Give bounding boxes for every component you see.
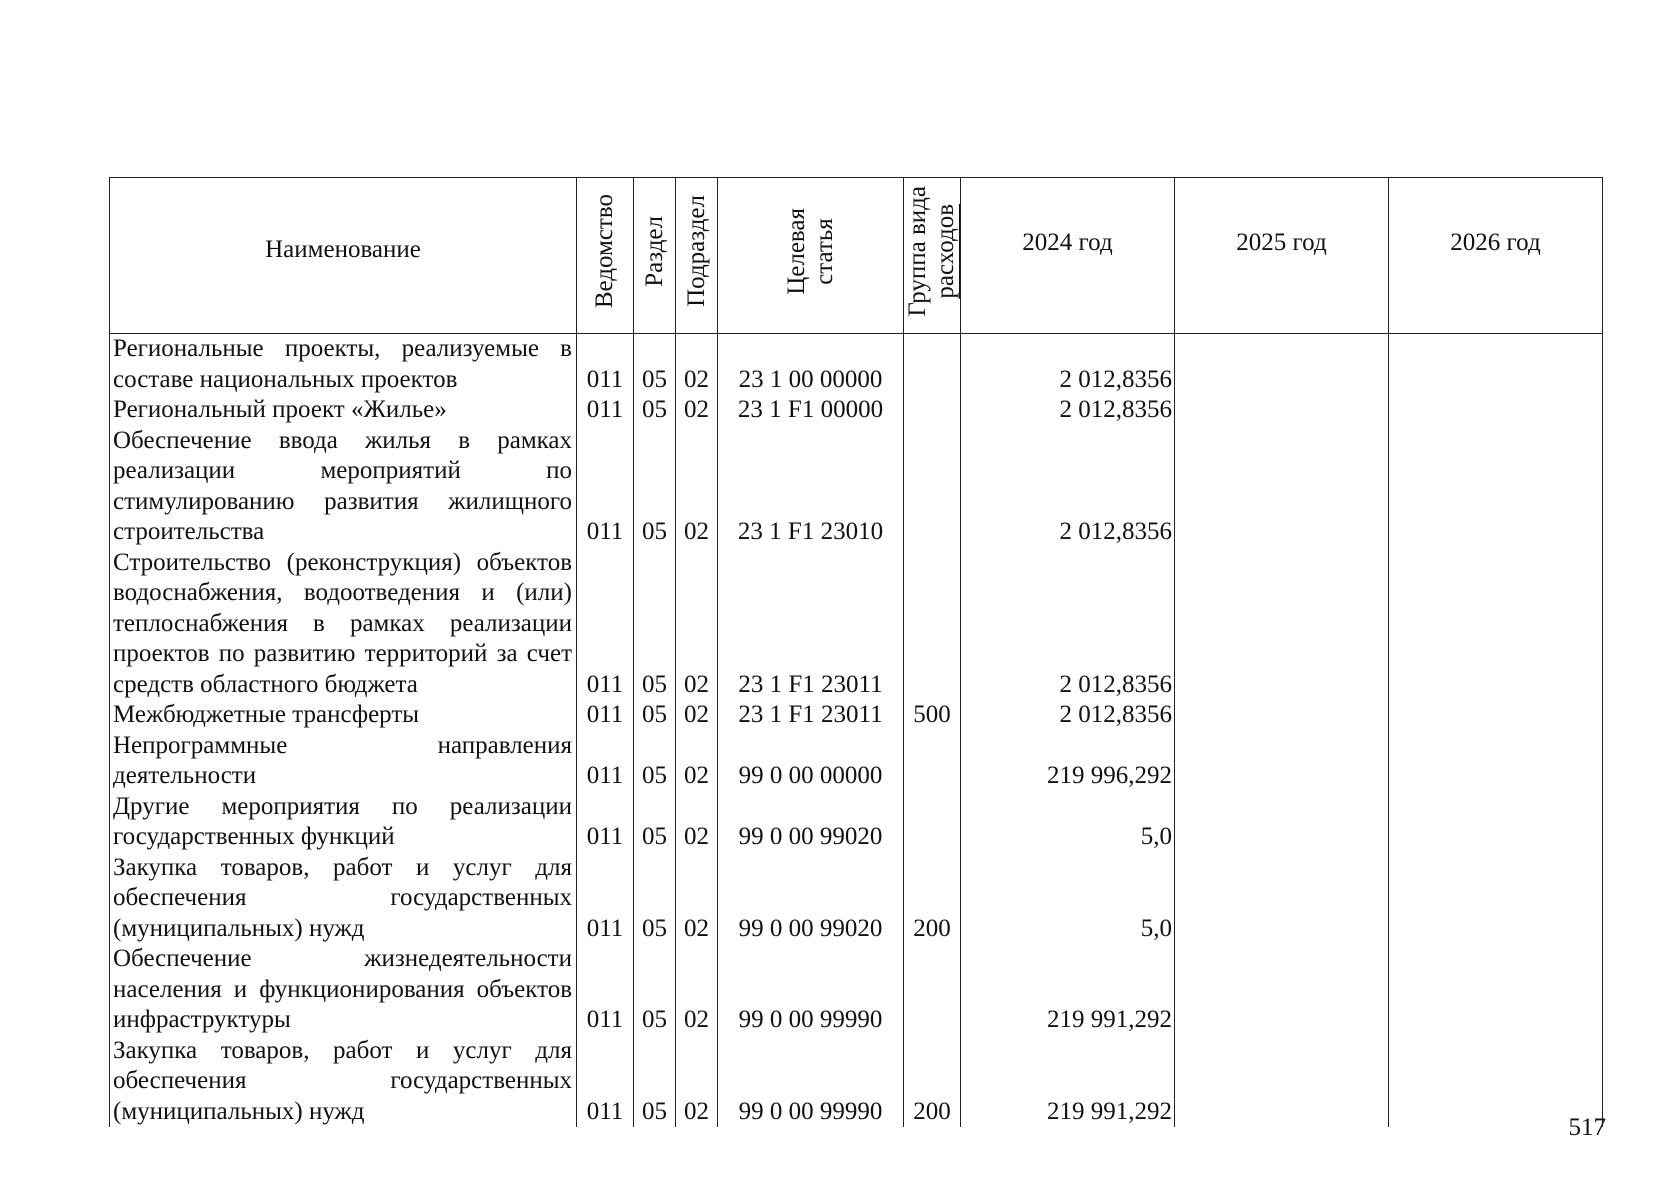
row-vedomstvo: 011 (577, 426, 634, 548)
row-amount-2024: 2 012,8356 (961, 548, 1175, 701)
table-body (110, 334, 1603, 1128)
row-amount-2025 (1175, 792, 1389, 853)
header-name: Наименование (110, 178, 577, 334)
row-amount-2025 (1175, 944, 1389, 1036)
row-celevaya-statya: 23 1 00 00000 (718, 334, 904, 396)
row-name: Непрограммные направления деятельности (110, 731, 577, 792)
row-razdel: 05 (634, 1036, 676, 1128)
table-row (110, 700, 1603, 731)
row-name: Другие мероприятия по реализации государственных функций (110, 792, 577, 853)
row-celevaya-statya: 99 0 00 99990 (718, 1036, 904, 1128)
header-celevaya-line2: статья (810, 217, 838, 285)
row-vedomstvo: 011 (577, 700, 634, 731)
row-amount-2025 (1175, 334, 1389, 396)
row-amount-2026 (1389, 792, 1603, 853)
row-name: Обеспечение жизнедеятельности населения и функционирования объектов инфраструктуры (110, 944, 577, 1036)
table-row (110, 731, 1603, 792)
header-year-2024: 2024 год (961, 178, 1175, 334)
row-gruppa (904, 426, 961, 548)
row-vedomstvo: 011 (577, 853, 634, 945)
header-year-2025: 2025 год (1175, 178, 1389, 334)
row-vedomstvo: 011 (577, 395, 634, 426)
row-name: Региональные проекты, реализуемые в составе национальных проектов (110, 334, 577, 396)
row-celevaya-statya: 23 1 F1 23010 (718, 426, 904, 548)
row-gruppa: 200 (904, 1036, 961, 1128)
page-number: 517 (1568, 1114, 1606, 1141)
row-celevaya-statya: 23 1 F1 23011 (718, 548, 904, 701)
row-vedomstvo: 011 (577, 731, 634, 792)
row-amount-2026 (1389, 731, 1603, 792)
row-vedomstvo: 011 (577, 334, 634, 396)
row-amount-2025 (1175, 731, 1389, 792)
row-name: Межбюджетные трансферты (110, 700, 577, 731)
row-amount-2026 (1389, 700, 1603, 731)
row-razdel: 05 (634, 426, 676, 548)
row-amount-2024: 5,0 (961, 853, 1175, 945)
table-row (110, 548, 1603, 701)
row-gruppa: 500 (904, 700, 961, 731)
table-row (110, 792, 1603, 853)
row-amount-2025 (1175, 853, 1389, 945)
row-razdel: 05 (634, 792, 676, 853)
header-podrazdel: Подраздел (676, 178, 718, 334)
header-gruppa-vida-rashodov (904, 178, 961, 334)
row-celevaya-statya: 23 1 F1 23011 (718, 700, 904, 731)
row-amount-2025 (1175, 395, 1389, 426)
row-amount-2024: 219 991,292 (961, 944, 1175, 1036)
row-podrazdel: 02 (676, 1036, 718, 1128)
header-gruppa-line2: расходов (932, 203, 959, 299)
row-amount-2024: 2 012,8356 (961, 700, 1175, 731)
table-row (110, 1036, 1603, 1128)
header-vedomstvo: Ведомство (577, 178, 634, 334)
row-gruppa (904, 548, 961, 701)
row-amount-2025 (1175, 548, 1389, 701)
row-amount-2026 (1389, 426, 1603, 548)
row-razdel: 05 (634, 548, 676, 701)
row-podrazdel: 02 (676, 853, 718, 945)
row-amount-2024: 5,0 (961, 792, 1175, 853)
row-celevaya-statya: 23 1 F1 00000 (718, 395, 904, 426)
row-gruppa (904, 944, 961, 1036)
row-celevaya-statya: 99 0 00 00000 (718, 731, 904, 792)
header-razdel: Раздел (634, 178, 676, 334)
table-row (110, 334, 1603, 396)
row-razdel: 05 (634, 700, 676, 731)
row-vedomstvo: 011 (577, 1036, 634, 1128)
budget-table (109, 177, 1603, 1127)
table-row (110, 395, 1603, 426)
row-gruppa (904, 731, 961, 792)
row-amount-2025 (1175, 700, 1389, 731)
table-row (110, 426, 1603, 548)
row-amount-2026 (1389, 548, 1603, 701)
row-name: Региональный проект «Жилье» (110, 395, 577, 426)
row-vedomstvo: 011 (577, 792, 634, 853)
row-name: Обеспечение ввода жилья в рамках реализации мероприятий по стимулированию развития жилищного строительства (110, 426, 577, 548)
row-razdel: 05 (634, 395, 676, 426)
row-podrazdel: 02 (676, 700, 718, 731)
row-podrazdel: 02 (676, 731, 718, 792)
row-name: Закупка товаров, работ и услуг для обеспечения государственных (муниципальных) нужд (110, 1036, 577, 1128)
row-amount-2024: 219 996,292 (961, 731, 1175, 792)
row-vedomstvo: 011 (577, 944, 634, 1036)
row-gruppa (904, 395, 961, 426)
row-amount-2026 (1389, 853, 1603, 945)
table-row (110, 853, 1603, 945)
row-celevaya-statya: 99 0 00 99020 (718, 792, 904, 853)
row-amount-2026 (1389, 944, 1603, 1036)
row-gruppa (904, 792, 961, 853)
row-amount-2024: 2 012,8356 (961, 426, 1175, 548)
row-podrazdel: 02 (676, 426, 718, 548)
row-razdel: 05 (634, 853, 676, 945)
row-amount-2026 (1389, 334, 1603, 396)
row-podrazdel: 02 (676, 334, 718, 396)
row-razdel: 05 (634, 731, 676, 792)
row-amount-2025 (1175, 1036, 1389, 1128)
row-amount-2024: 2 012,8356 (961, 334, 1175, 396)
row-amount-2024: 2 012,8356 (961, 395, 1175, 426)
header-gruppa-line1: Группа вида (904, 185, 931, 317)
row-vedomstvo: 011 (577, 548, 634, 701)
row-amount-2025 (1175, 426, 1389, 548)
row-podrazdel: 02 (676, 792, 718, 853)
table-header (110, 178, 1603, 334)
row-podrazdel: 02 (676, 548, 718, 701)
row-amount-2024: 219 991,292 (961, 1036, 1175, 1128)
header-celevaya-statya (718, 178, 904, 334)
row-podrazdel: 02 (676, 944, 718, 1036)
table-row (110, 944, 1603, 1036)
row-razdel: 05 (634, 334, 676, 396)
row-celevaya-statya: 99 0 00 99020 (718, 853, 904, 945)
row-amount-2026 (1389, 395, 1603, 426)
header-year-2026: 2026 год (1389, 178, 1603, 334)
header-celevaya-line1: Целевая (782, 207, 810, 295)
row-name: Строительство (реконструкция) объектов водоснабжения, водоотведения и (или) теплоснабжения в рамках реализации проектов по развитию территорий за счет средств областного бюджета (110, 548, 577, 701)
row-razdel: 05 (634, 944, 676, 1036)
row-celevaya-statya: 99 0 00 99990 (718, 944, 904, 1036)
row-gruppa (904, 334, 961, 396)
row-name: Закупка товаров, работ и услуг для обеспечения государственных (муниципальных) нужд (110, 853, 577, 945)
row-podrazdel: 02 (676, 395, 718, 426)
row-gruppa: 200 (904, 853, 961, 945)
